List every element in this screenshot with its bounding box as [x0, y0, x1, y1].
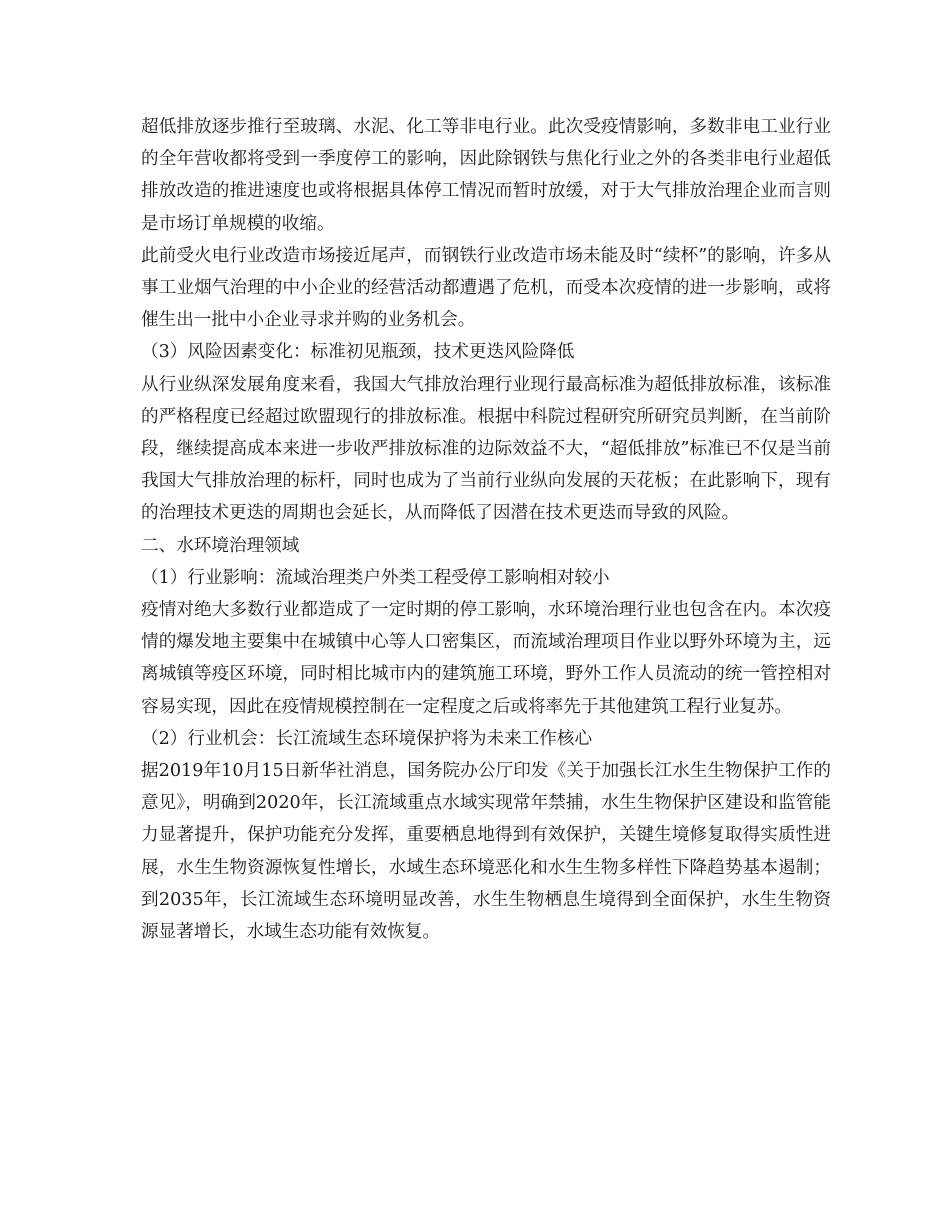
paragraph-sme-merger: 此前受火电行业改造市场接近尾声，而钢铁行业改造市场未能及时“续杯”的影响，许多从事工业烟气治理的中小企业的经营活动都遭遇了危机，而受本次疫情的进一步影响，或将催生出一批中小企业寻求并购的业务机会。	[141, 245, 831, 331]
paragraph-emission-standards: 从行业纵深发展角度来看，我国大气排放治理行业现行最高标准为超低排放标准，该标准的严格程度已经超过欧盟现行的排放标准。根据中科院过程研究所研究员判断，在当前阶段，继续提高成本来进一步收严排放标准的边际效益不大，“超低排放”标准已不仅是当前我国大气排放治理的标杆，同时也成为了当前行业纵向发展的天花板；在此影响下，现有的治理技术更迭的周期也会延长，从而降低了因潜在技术更迭而导致的风险。	[141, 374, 831, 524]
paragraph-yangtze-protection: 据2019年10月15日新华社消息，国务院办公厅印发《关于加强长江水生生物保护工作的意见》，明确到2020年，长江流域重点水域实现常年禁捕，水生生物保护区建设和监管能力显著提升，保护功能充分发挥，重要栖息地得到有效保护，关键生境修复取得实质性进展，水生生物资源恢复性增长，水域生态环境恶化和水生生物多样性下降趋势基本遏制；到2035年，长江流域生态环境明显改善，水生生物栖息生境得到全面保护，水生生物资源显著增长，水域生态功能有效恢复。	[141, 761, 831, 943]
subheading-industry-impact: （1）行业影响：流域治理类户外类工程受停工影响相对较小	[141, 567, 610, 588]
section-heading-water-environment: 二、水环境治理领域	[141, 535, 300, 556]
paragraph-outbreak-impact: 疫情对绝大多数行业都造成了一定时期的停工影响，水环境治理行业也包含在内。本次疫情的爆发地主要集中在城镇中心等人口密集区，而流域治理项目作业以野外环境为主，远离城镇等疫区环境，同时相比城市内的建筑施工环境，野外工作人员流动的统一管控相对容易实现，因此在疫情规模控制在一定程度之后或将率先于其他建筑工程行业复苏。	[141, 600, 831, 717]
document-body	[141, 111, 831, 948]
subheading-risk-factors: （3）风险因素变化：标准初见瓶颈，技术更迭风险降低	[141, 342, 575, 363]
subheading-industry-opportunity: （2）行业机会：长江流域生态环境保护将为未来工作核心	[141, 728, 593, 749]
paragraph-ultra-low-emission: 超低排放逐步推行至玻璃、水泥、化工等非电行业。此次受疫情影响，多数非电工业行业的全年营收都将受到一季度停工的影响，因此除钢铁与焦化行业之外的各类非电行业超低排放改造的推进速度也或将根据具体停工情况而暂时放缓，对于大气排放治理企业而言则是市场订单规模的收缩。	[141, 117, 831, 234]
